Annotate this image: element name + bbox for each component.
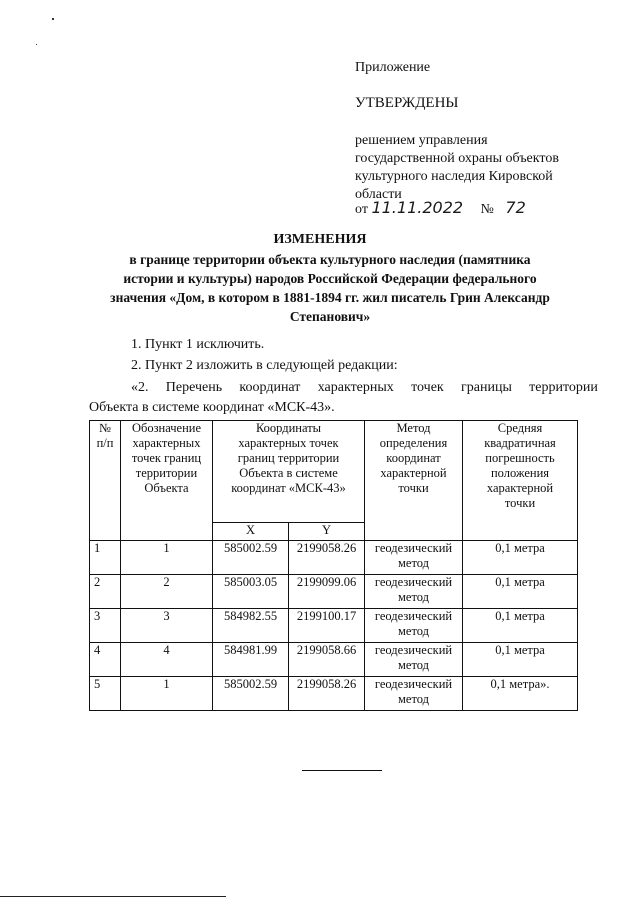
decision-line: области	[355, 187, 402, 202]
document-title: ИЗМЕНЕНИЯ	[273, 232, 367, 247]
cell-num: 5	[90, 677, 121, 711]
decision-text	[355, 132, 559, 204]
cell-x: 584981.99	[213, 643, 289, 677]
header-line: координат «МСК-43»	[231, 481, 346, 495]
cell-error: 0,1 метра».	[463, 677, 578, 711]
item-3-word: характерных	[317, 380, 394, 395]
header-line: Метод	[396, 421, 431, 435]
heading-line: значения «Дом, в котором в 1881-1894 гг. жил писатель Грин Александр	[110, 290, 550, 305]
item-3-line-2: Объекта в системе координат «МСК-43».	[89, 400, 335, 415]
heading-line: истории и культуры) народов Российской Федерации федерального	[123, 271, 537, 286]
cell-method	[365, 609, 463, 643]
table-row	[90, 541, 578, 575]
heading-line: в границе территории объекта культурного наследия (памятника	[129, 252, 531, 267]
header-x: X	[213, 523, 289, 541]
header-error	[463, 421, 578, 541]
decision-line: культурного наследия Кировской	[355, 169, 553, 184]
cell-method	[365, 575, 463, 609]
header-y: Y	[289, 523, 365, 541]
handwritten-number: 72	[505, 198, 526, 217]
item-3-word: Перечень	[165, 380, 223, 395]
scan-speck	[52, 18, 54, 20]
header-line: определения	[379, 436, 448, 450]
date-prefix: от	[355, 202, 368, 217]
handwritten-date: 11.11.2022	[371, 198, 464, 217]
header-line: территории	[135, 466, 198, 480]
cell-method	[365, 643, 463, 677]
header-line: квадратичная	[484, 436, 556, 450]
header-line: точки	[398, 481, 429, 495]
header-line: п/п	[96, 436, 114, 450]
decision-line: государственной охраны объектов	[355, 151, 559, 166]
cell-x: 585002.59	[213, 677, 289, 711]
table-row	[90, 609, 578, 643]
header-line: Объекта в системе	[239, 466, 338, 480]
cell-y: 2199058.66	[289, 643, 365, 677]
header-line: Средняя	[497, 421, 543, 435]
method-line: геодезический	[374, 541, 453, 555]
method-line: геодезический	[374, 677, 453, 691]
header-line: характерной	[380, 466, 447, 480]
item-3-word: территории	[529, 380, 598, 395]
item-1: 1. Пункт 1 исключить.	[131, 337, 265, 352]
cell-point: 1	[121, 677, 213, 711]
scan-speck	[36, 44, 37, 45]
footer-rule	[0, 896, 226, 897]
header-line: Координаты	[255, 421, 322, 435]
cell-error: 0,1 метра	[463, 541, 578, 575]
header-line: характерной	[486, 481, 554, 495]
header-line: точки	[504, 496, 536, 510]
header-line: координат	[386, 451, 441, 465]
cell-x: 585002.59	[213, 541, 289, 575]
method-line: метод	[397, 624, 429, 638]
method-line: метод	[397, 590, 429, 604]
method-line: геодезический	[374, 643, 453, 657]
item-3-word: координат	[239, 380, 301, 395]
cell-x: 585003.05	[213, 575, 289, 609]
date-line	[355, 198, 526, 218]
header-line: положения	[490, 466, 550, 480]
header-line: точек границ	[131, 451, 202, 465]
cell-num: 3	[90, 609, 121, 643]
item-2: 2. Пункт 2 изложить в следующей редакции:	[131, 358, 398, 373]
header-method	[365, 421, 463, 541]
method-line: метод	[397, 556, 429, 570]
heading-line: Степанович»	[289, 309, 371, 324]
cell-error: 0,1 метра	[463, 609, 578, 643]
header-line: границ территории	[237, 451, 340, 465]
cell-method	[365, 541, 463, 575]
cell-y: 2199058.26	[289, 677, 365, 711]
appendix-label: Приложение	[355, 60, 431, 75]
cell-error: 0,1 метра	[463, 643, 578, 677]
approved-label: УТВЕРЖДЕНЫ	[355, 95, 459, 111]
header-line: Обозначение	[131, 421, 202, 435]
cell-point: 4	[121, 643, 213, 677]
cell-point: 2	[121, 575, 213, 609]
header-line: Объекта	[144, 481, 189, 495]
table-row	[90, 643, 578, 677]
item-3-line-1	[131, 380, 598, 396]
method-line: геодезический	[374, 609, 453, 623]
cell-num: 2	[90, 575, 121, 609]
cell-y: 2199099.06	[289, 575, 365, 609]
cell-method	[365, 677, 463, 711]
header-coordinates	[213, 421, 365, 523]
table-row	[90, 575, 578, 609]
cell-num: 1	[90, 541, 121, 575]
item-3-word: «2.	[131, 380, 149, 395]
coordinates-table	[89, 420, 578, 711]
header-line: характерных	[132, 436, 201, 450]
closing-rule	[302, 770, 382, 771]
cell-x: 584982.55	[213, 609, 289, 643]
cell-error: 0,1 метра	[463, 575, 578, 609]
cell-num: 4	[90, 643, 121, 677]
header-num	[90, 421, 121, 541]
method-line: метод	[397, 692, 429, 706]
item-3-word: точек	[411, 380, 444, 395]
table-row	[90, 677, 578, 711]
cell-point: 3	[121, 609, 213, 643]
number-prefix: №	[480, 202, 494, 217]
header-designation	[121, 421, 213, 541]
item-3-word: границы	[461, 380, 512, 395]
method-line: геодезический	[374, 575, 453, 589]
method-line: метод	[397, 658, 429, 672]
header-line: характерных точек	[238, 436, 339, 450]
document-heading	[80, 250, 580, 326]
cell-y: 2199058.26	[289, 541, 365, 575]
cell-y: 2199100.17	[289, 609, 365, 643]
decision-line: решением управления	[355, 133, 488, 148]
header-line: погрешность	[485, 451, 555, 465]
header-line: №	[99, 421, 111, 435]
cell-point: 1	[121, 541, 213, 575]
